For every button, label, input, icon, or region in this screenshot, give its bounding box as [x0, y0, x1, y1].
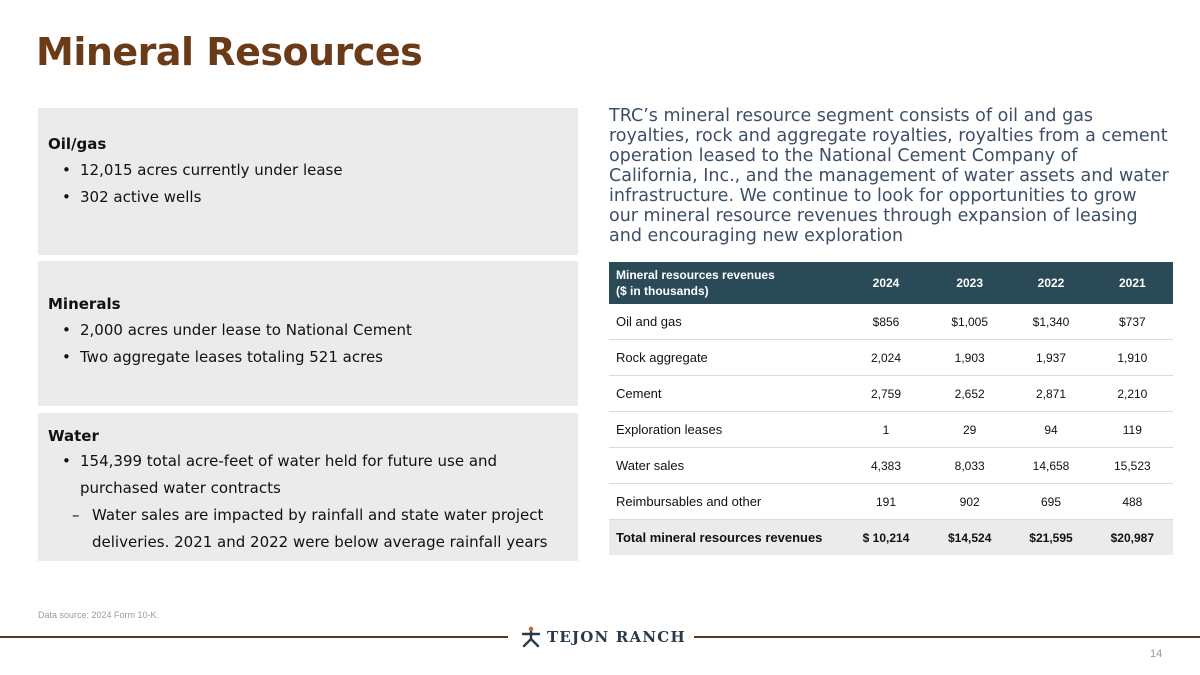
year-header: 2024 — [843, 262, 929, 304]
header-line-1: Mineral resources revenues — [616, 268, 775, 282]
revenues-table — [609, 262, 1173, 555]
table-cell: 695 — [1010, 484, 1091, 520]
table-cell: 2,759 — [843, 376, 929, 412]
table-cell: $ 10,214 — [843, 520, 929, 556]
water-panel — [38, 413, 578, 561]
company-logo — [521, 626, 686, 648]
table-cell: 902 — [929, 484, 1010, 520]
table-cell: 2,652 — [929, 376, 1010, 412]
page-number: 14 — [1150, 648, 1163, 660]
minerals-heading: Minerals — [48, 295, 121, 313]
list-item: • Two aggregate leases totaling 521 acres — [48, 344, 568, 371]
total-label: Total mineral resources revenues — [609, 520, 843, 556]
list-item: • 2,000 acres under lease to National Cement — [48, 317, 568, 344]
table-row — [609, 376, 1173, 412]
table-cell: $20,987 — [1092, 520, 1173, 556]
water-bullets — [48, 448, 568, 556]
table-cell: 4,383 — [843, 448, 929, 484]
table-cell: 1,937 — [1010, 340, 1091, 376]
table-cell: $1,340 — [1010, 304, 1091, 340]
oilgas-panel — [38, 108, 578, 255]
table-total-row — [609, 520, 1173, 556]
table-cell: 2,210 — [1092, 376, 1173, 412]
page-title: Mineral Resources — [36, 30, 423, 74]
ranch-brand-icon — [521, 626, 541, 648]
table-row — [609, 448, 1173, 484]
row-label: Exploration leases — [609, 412, 843, 448]
table-row — [609, 412, 1173, 448]
water-heading: Water — [48, 427, 99, 445]
logo-text: TEJON RANCH — [547, 628, 686, 646]
row-label: Water sales — [609, 448, 843, 484]
table-cell: $1,005 — [929, 304, 1010, 340]
row-label: Oil and gas — [609, 304, 843, 340]
intro-paragraph: TRC’s mineral resource segment consists of oil and gas royalties, rock and aggregate royalties, royalties from a cement operation leased to the National Cement Company of California, Inc., and the management of water assets and water infrastructure. We continue to look for opportunities to grow our mineral resource revenues through expansion of leasing and encouraging new exploration — [609, 106, 1169, 246]
table-row — [609, 340, 1173, 376]
table-cell: 15,523 — [1092, 448, 1173, 484]
list-item: • 154,399 total acre-feet of water held for future use and purchased water contracts — [48, 448, 568, 502]
table-cell: $14,524 — [929, 520, 1010, 556]
list-item: • 12,015 acres currently under lease — [48, 157, 568, 184]
table-cell: 8,033 — [929, 448, 1010, 484]
table-row — [609, 484, 1173, 520]
footer-divider-right — [694, 636, 1200, 638]
row-label: Cement — [609, 376, 843, 412]
table-cell: 1 — [843, 412, 929, 448]
table-cell: 29 — [929, 412, 1010, 448]
row-label: Reimbursables and other — [609, 484, 843, 520]
table-cell: $21,595 — [1010, 520, 1091, 556]
table-row — [609, 304, 1173, 340]
minerals-bullets — [48, 317, 568, 371]
table-cell: 94 — [1010, 412, 1091, 448]
list-item: • 302 active wells — [48, 184, 568, 211]
table-cell: 119 — [1092, 412, 1173, 448]
table-header-label — [609, 262, 843, 304]
list-sub-item: – Water sales are impacted by rainfall and state water project deliveries. 2021 and 2022 were below average rainfall years — [48, 502, 568, 556]
header-line-2: ($ in thousands) — [616, 284, 709, 298]
table-cell: 488 — [1092, 484, 1173, 520]
footer-divider-left — [0, 636, 508, 638]
table-cell: 14,658 — [1010, 448, 1091, 484]
table-header-row — [609, 262, 1173, 304]
minerals-panel — [38, 261, 578, 406]
table-cell: $856 — [843, 304, 929, 340]
table-cell: $737 — [1092, 304, 1173, 340]
year-header: 2021 — [1092, 262, 1173, 304]
table-cell: 2,871 — [1010, 376, 1091, 412]
row-label: Rock aggregate — [609, 340, 843, 376]
year-header: 2022 — [1010, 262, 1091, 304]
table-cell: 191 — [843, 484, 929, 520]
table-cell: 1,910 — [1092, 340, 1173, 376]
year-header: 2023 — [929, 262, 1010, 304]
table-cell: 2,024 — [843, 340, 929, 376]
oilgas-bullets — [48, 157, 568, 211]
oilgas-heading: Oil/gas — [48, 135, 107, 153]
data-source-note: Data source: 2024 Form 10-K. — [38, 610, 160, 620]
table-cell: 1,903 — [929, 340, 1010, 376]
